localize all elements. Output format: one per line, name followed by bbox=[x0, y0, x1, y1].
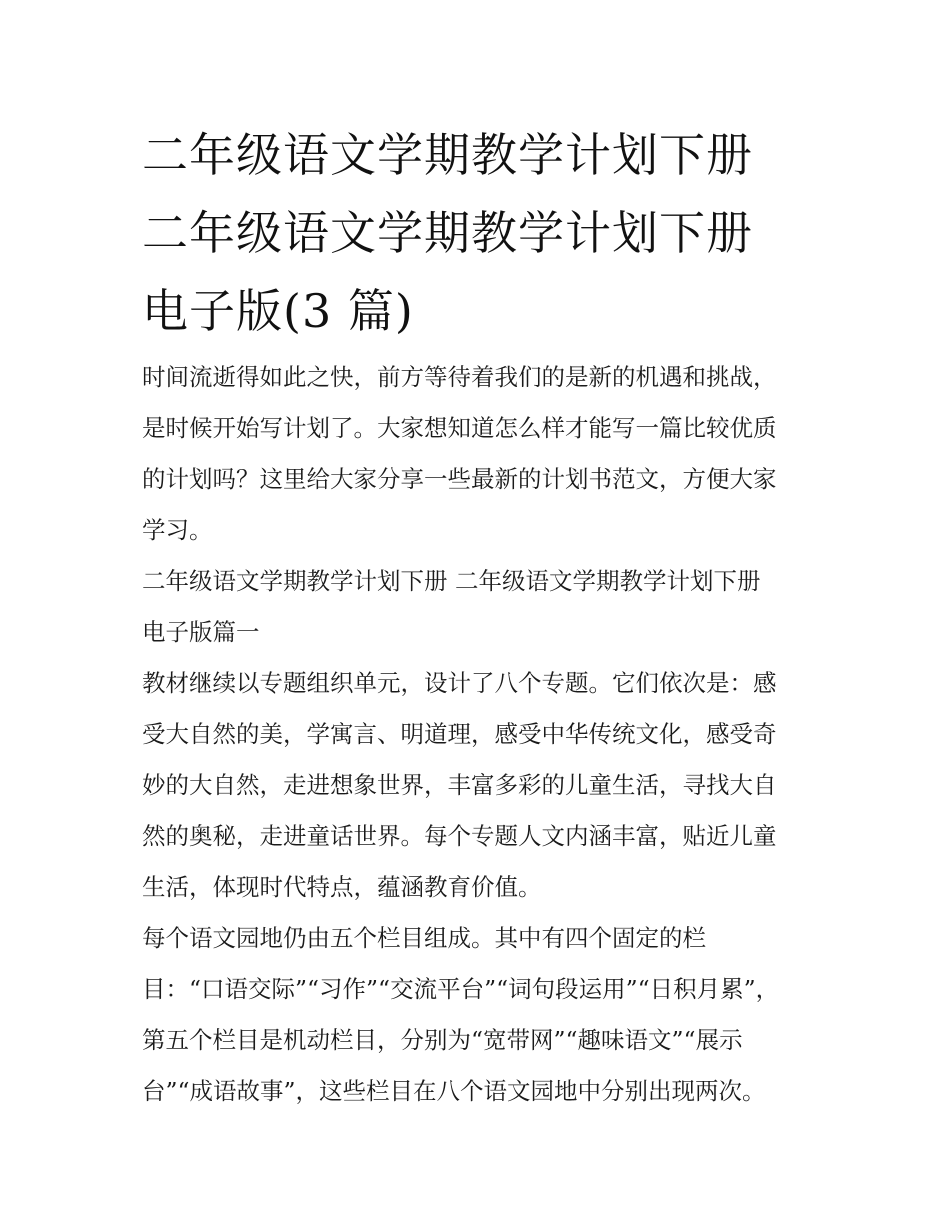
section-heading-line: 电子版篇一 bbox=[142, 618, 260, 646]
paragraph-line: 台”“成语故事”，这些栏目在八个语文园地中分别出现两次。 bbox=[142, 1077, 766, 1105]
paragraph-line: 受大自然的美，学寓言、明道理，感受中华传统文化，感受奇 bbox=[142, 720, 777, 748]
intro-line: 是时候开始写计划了。大家想知道怎么样才能写一篇比较优质 bbox=[142, 414, 777, 442]
intro-line: 时间流逝得如此之快，前方等待着我们的是新的机遇和挑战， bbox=[142, 363, 777, 391]
paragraph-line: 第五个栏目是机动栏目，分别为“宽带网”“趣味语文”“展示 bbox=[142, 1026, 743, 1054]
paragraph-line: 生活，体现时代特点，蕴涵教育价值。 bbox=[142, 873, 542, 901]
title-line: 二年级语文学期教学计划下册 bbox=[142, 206, 753, 260]
paragraph-line: 每个语文园地仍由五个栏目组成。其中有四个固定的栏 bbox=[142, 924, 706, 952]
title-line: 电子版(3 篇) bbox=[142, 284, 414, 338]
document-title bbox=[142, 116, 822, 350]
document-body bbox=[142, 352, 822, 1117]
intro-line: 学习。 bbox=[142, 516, 213, 544]
title-line: 二年级语文学期教学计划下册 bbox=[142, 128, 753, 182]
intro-line: 的计划吗？这里给大家分享一些最新的计划书范文，方便大家 bbox=[142, 465, 777, 493]
paragraph-line: 然的奥秘，走进童话世界。每个专题人文内涵丰富，贴近儿童 bbox=[142, 822, 777, 850]
section-heading-line: 二年级语文学期教学计划下册 二年级语文学期教学计划下册 bbox=[142, 567, 761, 595]
paragraph-line: 教材继续以专题组织单元，设计了八个专题。它们依次是：感 bbox=[142, 669, 777, 697]
paragraph-line: 妙的大自然，走进想象世界，丰富多彩的儿童生活，寻找大自 bbox=[142, 771, 777, 799]
paragraph-line: 目：“口语交际”“习作”“交流平台”“词句段运用”“日积月累”， bbox=[142, 975, 780, 1003]
